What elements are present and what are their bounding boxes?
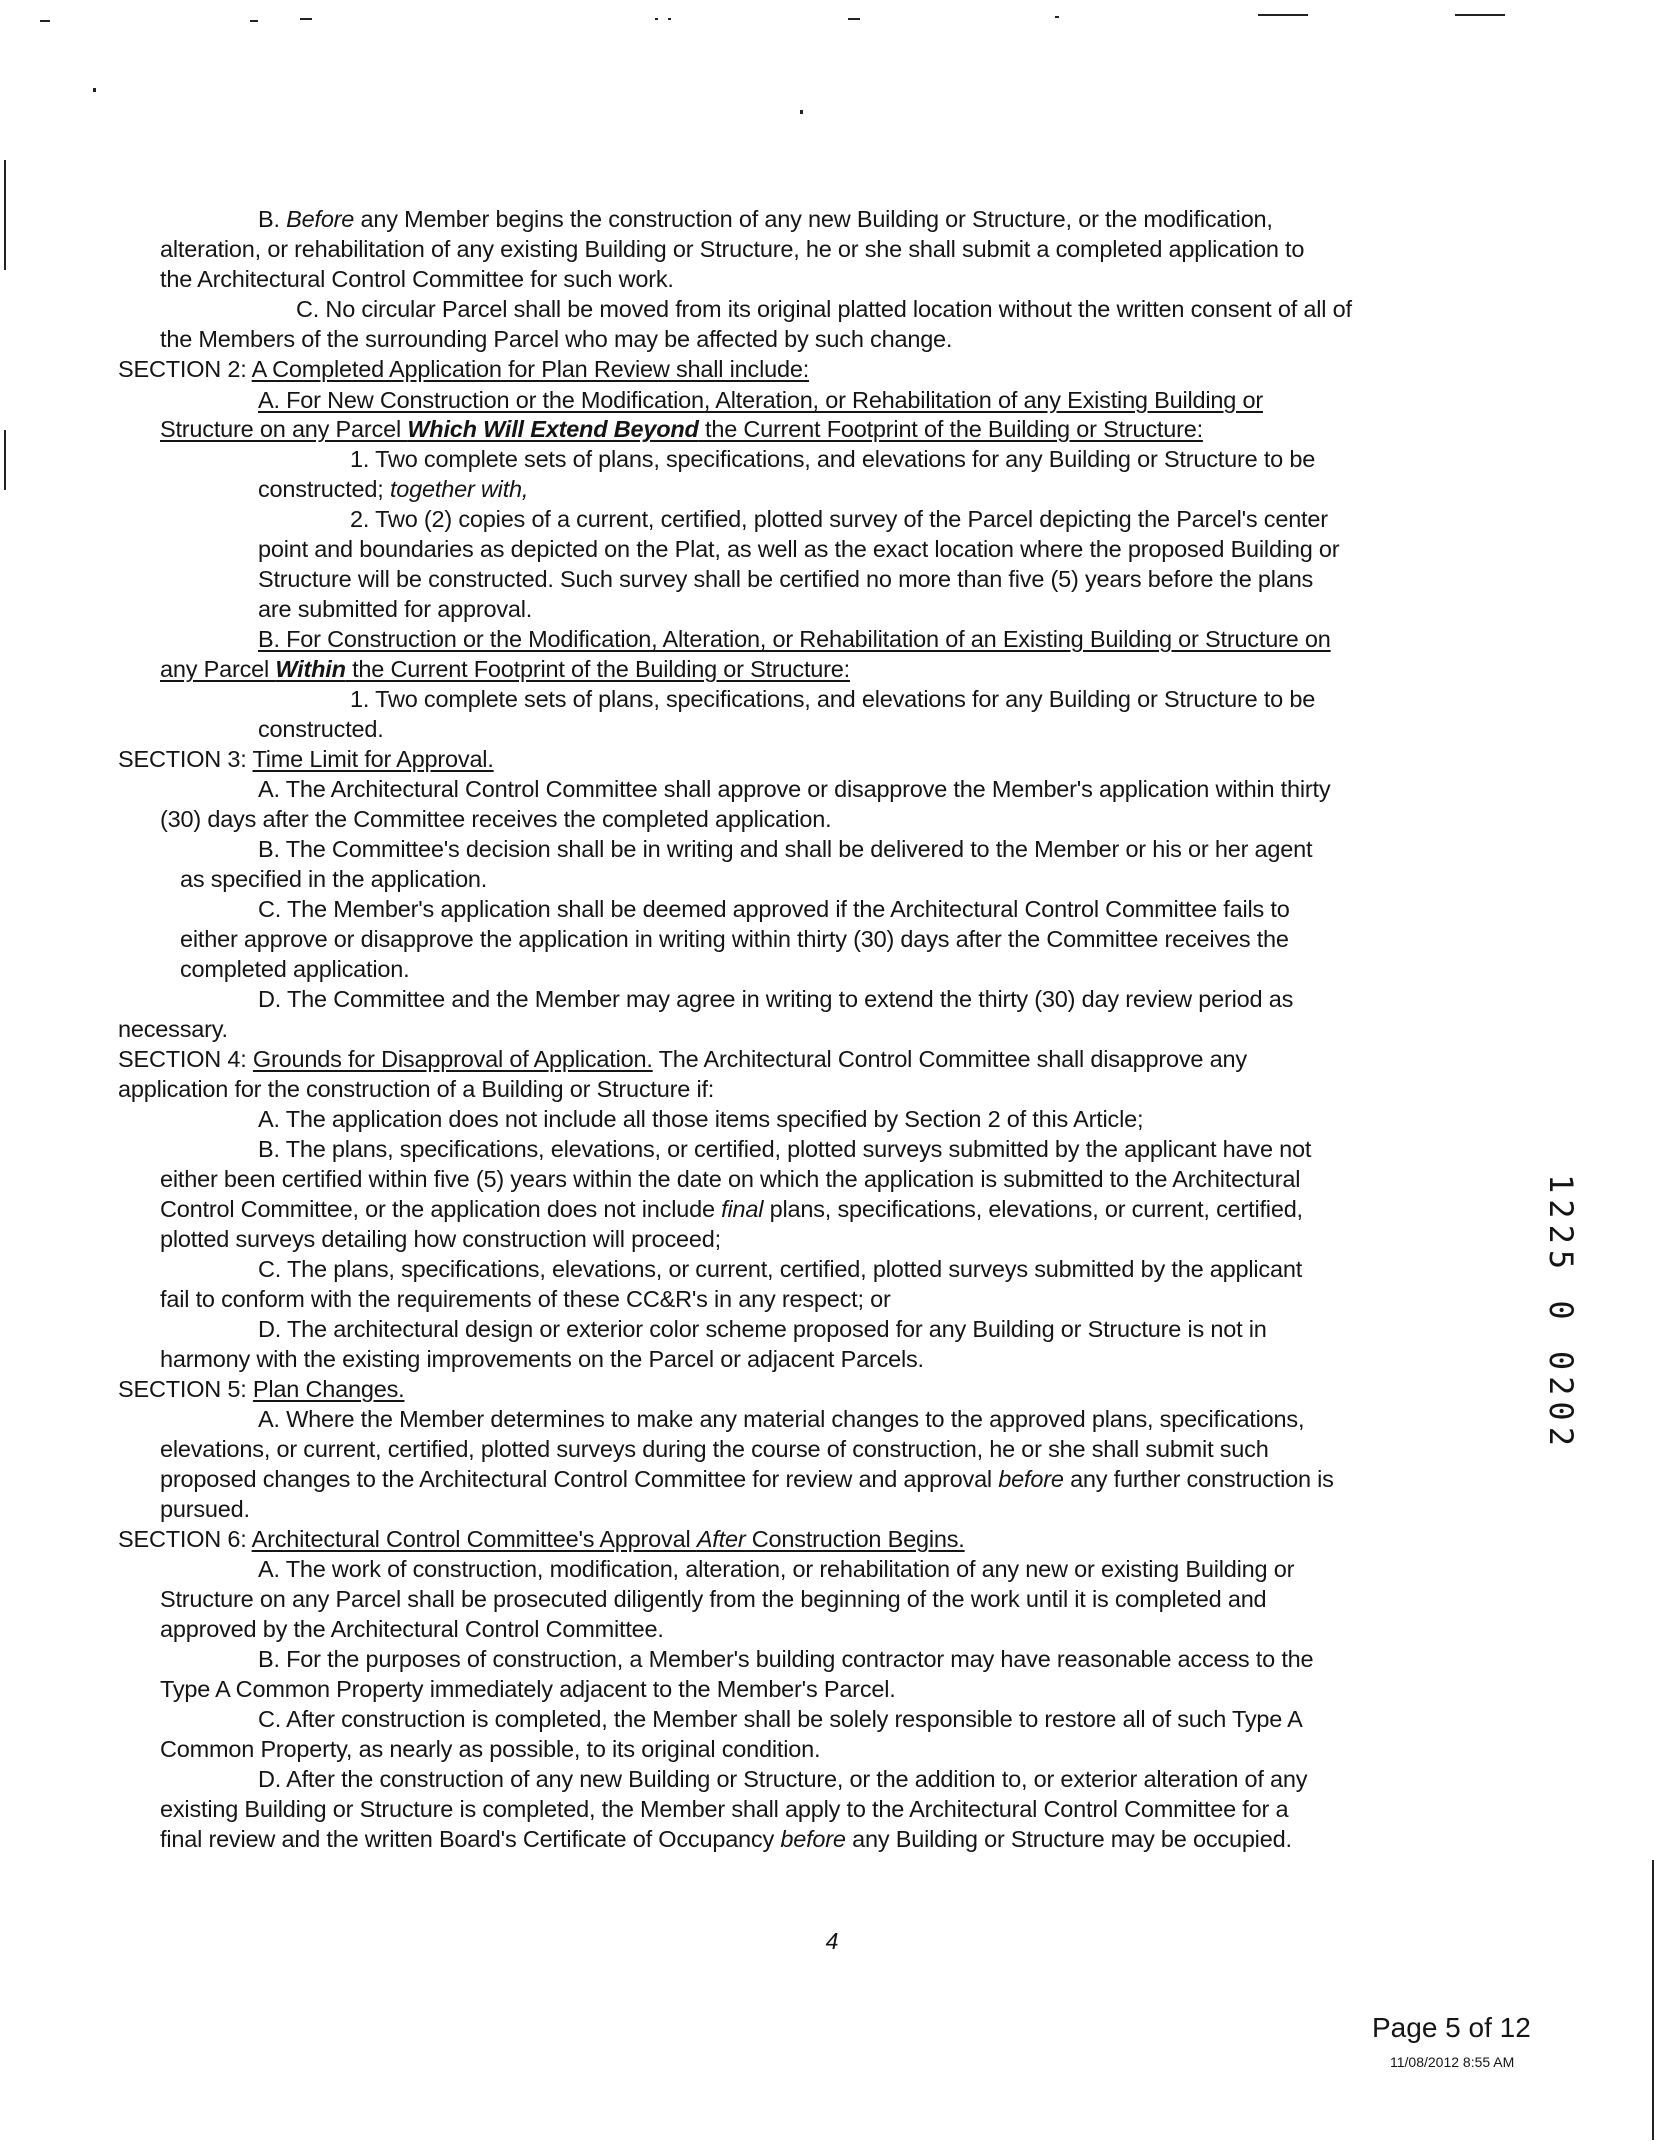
- text-run: final: [721, 1196, 764, 1222]
- text-run: Structure on any Parcel shall be prosecuted diligently from the beginning of the work until it is completed and: [160, 1586, 1267, 1612]
- text-run: necessary.: [118, 1016, 228, 1042]
- text-run: alteration, or rehabilitation of any existing Building or Structure, he or she shall submit a completed application to: [160, 236, 1305, 262]
- text-line: [258, 1254, 1302, 1284]
- text-line: [296, 294, 1352, 324]
- text-line: [118, 1524, 965, 1554]
- text-run: A Completed Application for Plan Review shall include:: [251, 356, 810, 382]
- text-line: [258, 564, 1313, 594]
- scan-speck: [40, 20, 50, 22]
- text-run: Within: [275, 656, 346, 682]
- text-run: any Building or Structure may be occupied.: [845, 1826, 1292, 1852]
- text-run: are submitted for approval.: [258, 596, 533, 622]
- text-run: SECTION 3:: [118, 746, 253, 772]
- text-run: Common Property, as nearly as possible, to its original condition.: [160, 1736, 821, 1762]
- text-line: [118, 1044, 1247, 1074]
- text-run: any further construction is: [1063, 1466, 1334, 1492]
- text-line: [160, 1284, 891, 1314]
- text-line: [258, 984, 1293, 1014]
- text-line: [160, 1824, 1292, 1854]
- text-line: [160, 1344, 924, 1374]
- text-line: [258, 1404, 1304, 1434]
- text-run: A. For New Construction or the Modification, Alteration, or Rehabilitation of any Existing Building or: [258, 387, 1263, 413]
- scan-speck: [1258, 14, 1308, 16]
- text-run: C. The Member's application shall be deemed approved if the Architectural Control Committee fails to: [258, 896, 1290, 922]
- text-run: D. The Committee and the Member may agree in writing to extend the thirty (30) day review period as: [258, 986, 1294, 1012]
- text-line: [350, 504, 1328, 534]
- text-line: [160, 264, 674, 294]
- text-run: together with,: [389, 476, 529, 502]
- text-run: any Parcel: [160, 656, 276, 682]
- text-run: 2. Two (2) copies of a current, certified, plotted survey of the Parcel depicting the Parcel's center: [350, 506, 1328, 532]
- text-line: [160, 1464, 1334, 1494]
- text-run: C. No circular Parcel shall be moved from its original platted location without the written consent of all of: [296, 296, 1352, 322]
- text-run: A. The work of construction, modification, alteration, or rehabilitation of any new or existing Building or: [258, 1556, 1295, 1582]
- print-timestamp: 11/08/2012 8:55 AM: [1390, 2054, 1515, 2070]
- text-run: the Current Footprint of the Building or Structure:: [698, 416, 1203, 442]
- text-line: [258, 714, 384, 744]
- text-run: SECTION 4:: [118, 1046, 253, 1072]
- scan-speck: [848, 18, 860, 20]
- text-run: D. The architectural design or exterior color scheme proposed for any Building or Structure is not in: [258, 1316, 1267, 1342]
- text-run: Type A Common Property immediately adjacent to the Member's Parcel.: [160, 1676, 896, 1702]
- text-run: Plan Changes.: [252, 1376, 405, 1402]
- text-line: [258, 594, 532, 624]
- text-run: Structure on any Parcel: [160, 416, 408, 442]
- text-run: application for the construction of a Building or Structure if:: [118, 1076, 715, 1102]
- scan-speck: [4, 160, 6, 270]
- scan-speck: [250, 20, 258, 22]
- text-run: SECTION 6:: [118, 1526, 252, 1552]
- text-run: approved by the Architectural Control Committee.: [160, 1616, 664, 1642]
- text-line: [258, 1314, 1267, 1344]
- text-run: plans, specifications, elevations, or current, certified,: [763, 1196, 1303, 1222]
- text-line: [160, 804, 831, 834]
- text-run: as specified in the application.: [180, 866, 488, 892]
- scan-speck: [1455, 14, 1505, 16]
- scan-speck: [668, 18, 671, 20]
- text-line: [258, 624, 1331, 654]
- text-run: harmony with the existing improvements on the Parcel or adjacent Parcels.: [160, 1346, 924, 1372]
- text-line: [180, 864, 487, 894]
- text-run: C. The plans, specifications, elevations, or current, certified, plotted surveys submitted by the applicant: [258, 1256, 1303, 1282]
- page-of-label: Page 5 of 12: [1372, 2012, 1531, 2043]
- text-line: [258, 1704, 1303, 1734]
- text-line: [258, 534, 1339, 564]
- text-line: [160, 1194, 1303, 1224]
- text-line: [258, 894, 1290, 924]
- text-run: elevations, or current, certified, plotted surveys during the course of construction, he or she shall submit such: [160, 1436, 1269, 1462]
- text-line: [258, 834, 1312, 864]
- text-run: pursued.: [160, 1496, 250, 1522]
- text-line: [160, 654, 850, 684]
- scan-speck: [300, 18, 312, 20]
- text-line: [258, 1104, 1143, 1134]
- text-line: [258, 474, 528, 504]
- text-run: either approve or disapprove the application in writing within thirty (30) days after the Committee receives the: [180, 926, 1289, 952]
- text-line: [118, 354, 809, 384]
- text-line: [118, 1374, 404, 1404]
- text-run: existing Building or Structure is completed, the Member shall apply to the Architectural Control Committee for a: [160, 1796, 1289, 1822]
- text-line: [350, 444, 1315, 474]
- text-run: the Members of the surrounding Parcel who may be affected by such change.: [160, 326, 953, 352]
- text-run: plotted surveys detailing how construction will proceed;: [160, 1226, 721, 1252]
- text-run: the Current Footprint of the Building or Structure:: [345, 656, 850, 682]
- text-line: [180, 954, 409, 984]
- text-run: Time Limit for Approval.: [252, 746, 494, 772]
- text-run: proposed changes to the Architectural Control Committee for review and approval: [160, 1466, 999, 1492]
- text-run: final review and the written Board's Certificate of Occupancy: [160, 1826, 781, 1852]
- text-run: Construction Begins.: [745, 1526, 965, 1552]
- text-line: [160, 1494, 250, 1524]
- text-line: [160, 1434, 1269, 1464]
- text-run: B. The plans, specifications, elevations, or certified, plotted surveys submitted by the applicant have not: [258, 1136, 1312, 1162]
- text-run: D. After the construction of any new Building or Structure, or the addition to, or exterior alteration of any: [258, 1766, 1308, 1792]
- text-run: Which Will Extend Beyond: [407, 416, 699, 442]
- text-run: constructed.: [258, 716, 384, 742]
- text-line: [118, 744, 494, 774]
- text-line: [258, 1644, 1313, 1674]
- text-line: [258, 204, 1273, 234]
- text-line: [160, 1614, 664, 1644]
- text-line: [118, 1074, 714, 1104]
- text-run: A. Where the Member determines to make any material changes to the approved plans, specifications,: [258, 1406, 1305, 1432]
- text-run: 1. Two complete sets of plans, specifications, and elevations for any Building or Structure to be: [350, 686, 1316, 712]
- text-line: [160, 1674, 896, 1704]
- text-run: A. The application does not include all those items specified by Section 2 of this Article;: [258, 1106, 1144, 1132]
- text-line: [160, 1584, 1266, 1614]
- text-run: A. The Architectural Control Committee shall approve or disapprove the Member's application within thirty: [258, 776, 1331, 802]
- text-run: SECTION 5:: [118, 1376, 253, 1402]
- text-run: B.: [258, 206, 287, 232]
- text-run: Grounds for Disapproval of Application.: [252, 1046, 653, 1072]
- text-run: The Architectural Control Committee shall disapprove any: [652, 1046, 1247, 1072]
- text-run: Architectural Control Committee's Approval: [251, 1526, 697, 1552]
- text-run: B. For Construction or the Modification, Alteration, or Rehabilitation of an Existing Building or Structure on: [258, 626, 1331, 652]
- text-run: Structure will be constructed. Such survey shall be certified no more than five (5) years before the plans: [258, 566, 1314, 592]
- text-run: before: [998, 1466, 1064, 1492]
- text-run: point and boundaries as depicted on the Plat, as well as the exact location where the proposed Building or: [258, 536, 1340, 562]
- text-run: (30) days after the Committee receives the completed application.: [160, 806, 832, 832]
- text-run: completed application.: [180, 956, 410, 982]
- text-line: [258, 1764, 1307, 1794]
- text-line: [160, 1794, 1288, 1824]
- text-run: 1. Two complete sets of plans, specifications, and elevations for any Building or Structure to be: [350, 446, 1316, 472]
- text-line: [160, 234, 1304, 264]
- text-run: any Member begins the construction of any new Building or Structure, or the modification,: [354, 206, 1273, 232]
- text-run: fail to conform with the requirements of these CC&R's in any respect; or: [160, 1286, 891, 1312]
- scan-speck: [1652, 1860, 1654, 2140]
- text-run: Before: [286, 206, 355, 232]
- scan-speck: [800, 110, 803, 114]
- text-run: After: [696, 1526, 746, 1552]
- text-line: [350, 684, 1315, 714]
- text-run: C. After construction is completed, the Member shall be solely responsible to restore all of such Type A: [258, 1706, 1303, 1732]
- text-line: [258, 1554, 1294, 1584]
- text-line: [258, 385, 1263, 415]
- text-line: [160, 1224, 721, 1254]
- scan-speck: [93, 88, 96, 92]
- text-line: [118, 1014, 228, 1044]
- scan-speck: [1055, 16, 1059, 18]
- text-run: Control Committee, or the application does not include: [160, 1196, 722, 1222]
- scan-speck: [4, 430, 6, 490]
- text-run: SECTION 2:: [118, 356, 252, 382]
- scan-speck: [655, 18, 658, 20]
- text-line: [160, 1164, 1300, 1194]
- text-run: B. The Committee's decision shall be in writing and shall be delivered to the Member or his or her agent: [258, 836, 1313, 862]
- text-line: [160, 414, 1203, 444]
- side-document-number: 1225 0 0202: [1542, 1174, 1580, 1452]
- text-line: [180, 924, 1289, 954]
- text-run: either been certified within five (5) years within the date on which the application is submitted to the Architectural: [160, 1166, 1301, 1192]
- text-run: the Architectural Control Committee for such work.: [160, 266, 674, 292]
- text-run: before: [780, 1826, 846, 1852]
- text-line: [258, 774, 1330, 804]
- text-line: [160, 324, 952, 354]
- text-run: constructed;: [258, 476, 390, 502]
- text-line: [258, 1134, 1311, 1164]
- text-line: [160, 1734, 820, 1764]
- text-run: B. For the purposes of construction, a Member's building contractor may have reasonable access to the: [258, 1646, 1314, 1672]
- page-number: 4: [825, 1928, 839, 1954]
